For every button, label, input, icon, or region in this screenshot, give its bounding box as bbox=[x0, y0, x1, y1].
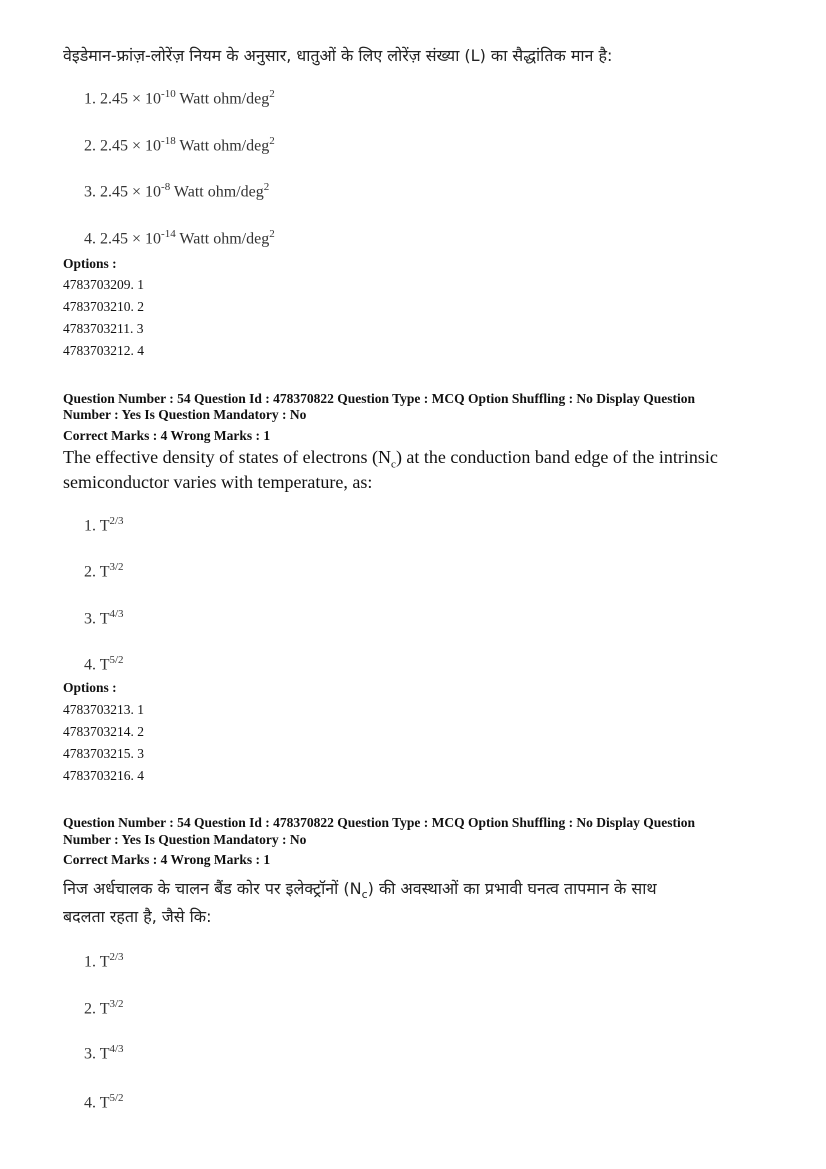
choice-base: T bbox=[99, 517, 110, 535]
choice-exponent: -14 bbox=[161, 228, 176, 240]
option-id: 4783703214. 2 bbox=[63, 724, 144, 739]
answer-choice bbox=[84, 654, 124, 674]
choice-number: 1. bbox=[84, 517, 96, 535]
option-id: 4783703216. 4 bbox=[63, 768, 144, 783]
choice-number: 2. bbox=[84, 137, 96, 155]
choice-unit-exponent: 2 bbox=[263, 181, 270, 193]
question-text-hindi-line1 bbox=[63, 877, 657, 901]
choice-exponent: -8 bbox=[161, 181, 171, 193]
choice-number: 3. bbox=[84, 610, 96, 628]
choice-unit: Watt ohm/deg bbox=[173, 183, 264, 201]
choice-exponent: 5/2 bbox=[109, 1092, 124, 1104]
choice-base: 2.45 × 10 bbox=[100, 90, 162, 108]
choice-exponent: 3/2 bbox=[109, 998, 124, 1010]
q-text: निज अर्धचालक के चालन बैंड कोर पर इलेक्ट्रॉनों (N bbox=[63, 879, 362, 898]
q-text: ) की अवस्थाओं का प्रभावी घनत्व तापमान के साथ bbox=[367, 879, 657, 898]
option-id: 4783703211. 3 bbox=[63, 321, 144, 336]
choice-number: 4. bbox=[84, 1094, 96, 1112]
choice-unit: Watt ohm/deg bbox=[179, 137, 270, 155]
answer-choice bbox=[84, 998, 124, 1018]
options-label: Options : bbox=[63, 680, 117, 695]
choice-exponent: 5/2 bbox=[109, 654, 124, 666]
answer-choice bbox=[84, 951, 124, 971]
choice-base: T bbox=[99, 1045, 110, 1063]
choice-base: T bbox=[99, 1094, 110, 1112]
choice-exponent: 2/3 bbox=[109, 515, 124, 527]
option-id: 4783703210. 2 bbox=[63, 299, 144, 314]
question-marks: Correct Marks : 4 Wrong Marks : 1 bbox=[63, 428, 271, 443]
answer-choice bbox=[84, 135, 275, 155]
choice-exponent: 4/3 bbox=[109, 608, 124, 620]
question-header-line2: Number : Yes Is Question Mandatory : No bbox=[63, 407, 307, 422]
options-label: Options : bbox=[63, 256, 117, 271]
question-text-hindi-lorenz: वेइडेमान-फ्रांज़-लोरेंज़ नियम के अनुसार, धातुओं के लिए लोरेंज़ संख्या (L) का सैद्धांतिक मान है: bbox=[63, 46, 613, 65]
choice-exponent: 4/3 bbox=[109, 1043, 124, 1055]
question-marks: Correct Marks : 4 Wrong Marks : 1 bbox=[63, 852, 271, 867]
question-header-line1: Question Number : 54 Question Id : 478370822 Question Type : MCQ Option Shuffling : No Display Question bbox=[63, 391, 695, 406]
question-text-hindi-line2: बदलता रहता है, जैसे कि: bbox=[63, 907, 212, 926]
choice-exponent: -18 bbox=[161, 135, 176, 147]
choice-unit-exponent: 2 bbox=[269, 228, 275, 240]
q-sub: c bbox=[361, 888, 368, 902]
choice-base: T bbox=[99, 953, 110, 971]
option-id: 4783703213. 1 bbox=[63, 702, 144, 717]
answer-choice bbox=[84, 88, 275, 108]
choice-base: T bbox=[99, 610, 110, 628]
choice-unit-exponent: 2 bbox=[269, 135, 275, 147]
option-id: 4783703215. 3 bbox=[63, 746, 144, 761]
option-id: 4783703212. 4 bbox=[63, 343, 144, 358]
question-text-line1 bbox=[63, 447, 718, 471]
question-text-line2: semiconductor varies with temperature, as: bbox=[63, 472, 373, 492]
choice-base: 2.45 × 10 bbox=[100, 183, 162, 201]
choice-number: 2. bbox=[84, 1000, 96, 1018]
choice-base: 2.45 × 10 bbox=[100, 137, 162, 155]
answer-choice bbox=[84, 608, 124, 628]
choice-unit-exponent: 2 bbox=[269, 88, 275, 100]
answer-choice bbox=[84, 515, 124, 535]
question-header-line2: Number : Yes Is Question Mandatory : No bbox=[63, 832, 307, 847]
choice-number: 1. bbox=[84, 90, 96, 108]
choice-number: 2. bbox=[84, 563, 96, 581]
q-text: The effective density of states of electrons (N bbox=[63, 447, 392, 467]
choice-number: 1. bbox=[84, 953, 96, 971]
choice-base: 2.45 × 10 bbox=[100, 230, 162, 248]
choice-base: T bbox=[99, 563, 110, 581]
choice-exponent: -10 bbox=[161, 88, 176, 100]
choice-number: 4. bbox=[84, 230, 96, 248]
q-sub: c bbox=[391, 458, 396, 471]
q-text: ) at the conduction band edge of the intrinsic bbox=[395, 447, 718, 467]
choice-unit: Watt ohm/deg bbox=[179, 90, 270, 108]
answer-choice bbox=[84, 561, 124, 581]
choice-exponent: 2/3 bbox=[109, 951, 124, 963]
option-id: 4783703209. 1 bbox=[63, 277, 144, 292]
choice-unit: Watt ohm/deg bbox=[179, 230, 270, 248]
choice-number: 3. bbox=[84, 183, 96, 201]
choice-base: T bbox=[99, 656, 110, 674]
answer-choice bbox=[84, 181, 269, 201]
choice-base: T bbox=[99, 1000, 110, 1018]
choice-number: 3. bbox=[84, 1045, 96, 1063]
choice-number: 4. bbox=[84, 656, 96, 674]
question-header-line1: Question Number : 54 Question Id : 478370822 Question Type : MCQ Option Shuffling : No Display Question bbox=[63, 815, 695, 830]
answer-choice bbox=[84, 1043, 124, 1063]
answer-choice bbox=[84, 228, 275, 248]
answer-choice bbox=[84, 1092, 124, 1112]
choice-exponent: 3/2 bbox=[109, 561, 124, 573]
